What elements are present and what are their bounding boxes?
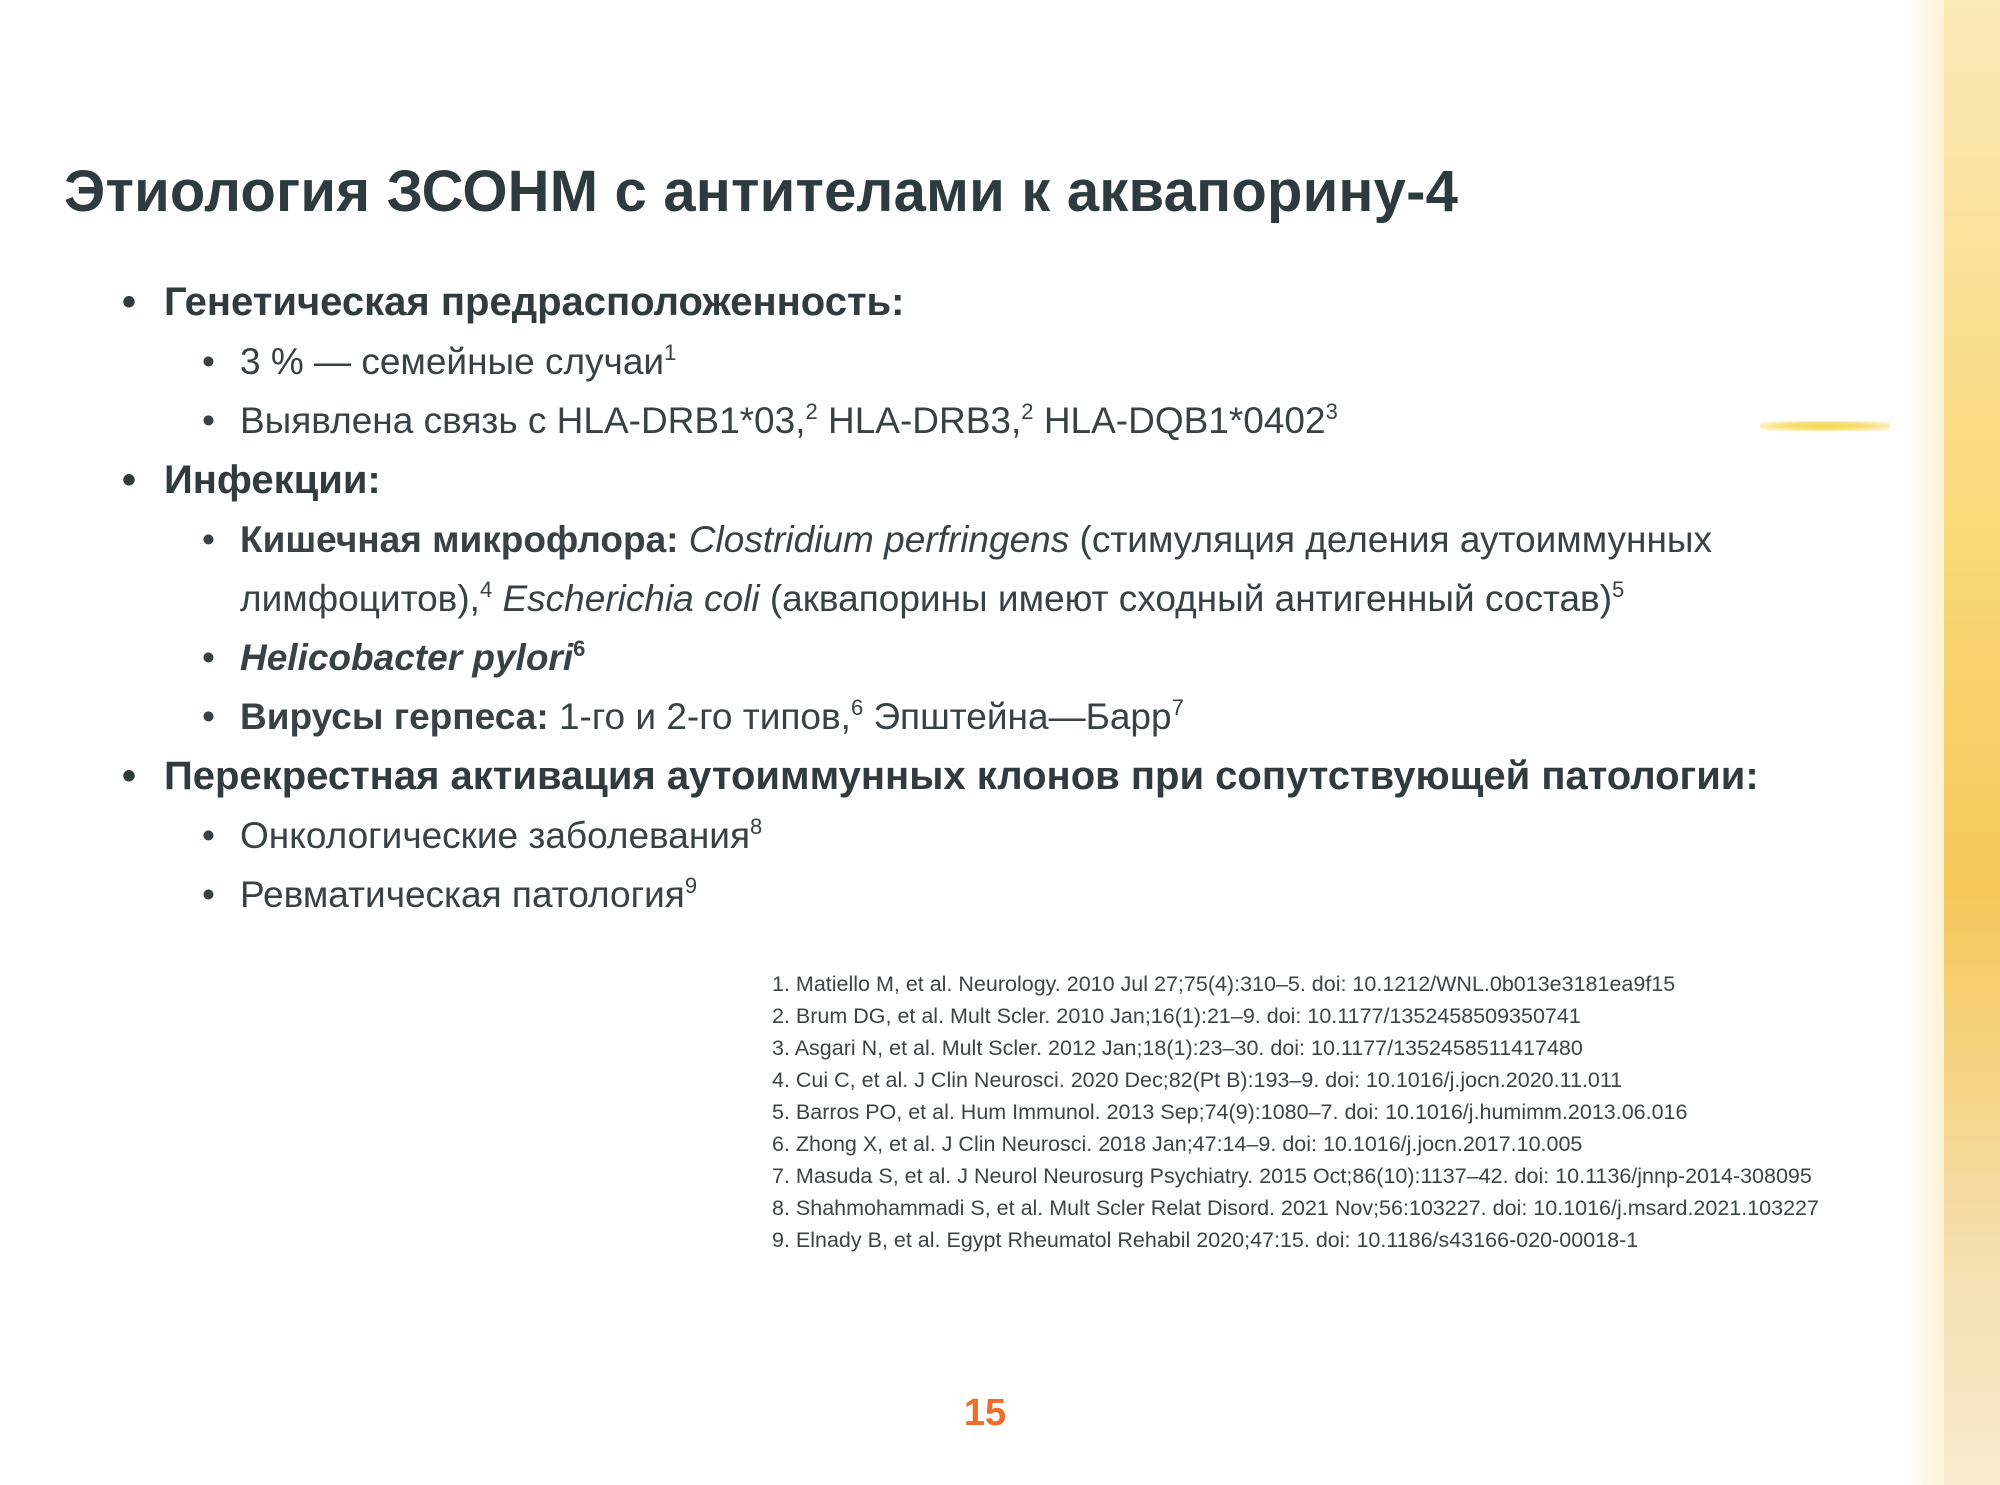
footnote-ref: 9 <box>684 873 698 898</box>
list-item <box>202 510 1862 628</box>
reference-item: 3. Asgari N, et al. Mult Scler. 2012 Jan;18(1):23–30. doi: 10.1177/1352458511417480 <box>772 1036 1583 1060</box>
reference-item: 6. Zhong X, et al. J Clin Neurosci. 2018 Jan;47:14–9. doi: 10.1016/j.jocn.2017.10.005 <box>772 1132 1583 1156</box>
footnote-ref: 8 <box>750 814 763 839</box>
bullet: • <box>122 458 137 502</box>
footnote-ref: 6 <box>573 636 586 661</box>
section-heading: Инфекции: <box>164 458 381 502</box>
list-item <box>202 865 1862 924</box>
footnote-ref: 6 <box>850 695 864 720</box>
reference-item: 9. Elnady B, et al. Egypt Rheumatol Rehabil 2020;47:15. doi: 10.1186/s43166-020-00018-1 <box>772 1228 1639 1252</box>
list-item <box>202 806 1862 865</box>
slide-title: Этиология ЗСОНМ с антителами к аквапорину-4 <box>64 159 1459 224</box>
footnote-ref: 5 <box>1612 577 1625 602</box>
list-item <box>202 628 1862 687</box>
item-text: Онкологические заболевания$^8$ <box>240 814 763 856</box>
bullet: • <box>202 400 215 441</box>
item-text-continued: лимфоцитов),$^4$ Escherichia coli (аквапорины имеют сходный антигенный состав)$^5$ <box>240 577 1625 619</box>
bullet: • <box>202 519 215 560</box>
bullet: • <box>202 696 215 737</box>
bullet: • <box>202 815 215 856</box>
page-number: 15 <box>963 1392 1007 1434</box>
list-item <box>202 687 1862 746</box>
item-text: Вирусы герпеса: 1-го и 2-го типов,$^6$ Эпштейна—Барр$^7$ <box>240 695 1184 737</box>
footnote-ref: 1 <box>664 340 677 365</box>
item-text: 3 % — семейные случаи$^1$ <box>240 340 677 382</box>
reference-item: 1. Matiello M, et al. Neurology. 2010 Jul 27;75(4):310–5. doi: 10.1212/WNL.0b013e3181ea9f15 <box>772 972 1676 996</box>
footnote-ref: 4 <box>479 577 493 602</box>
item-text: Выявлена связь с HLA-DRB1*03,$^2$ HLA-DRB3,$^2$ HLA-DQB1*0402$^3$ <box>240 399 1338 441</box>
right-edge-decoration <box>1944 0 2000 1485</box>
reference-item: 5. Barros PO, et al. Hum Immunol. 2013 Sep;74(9):1080–7. doi: 10.1016/j.humimm.2013.06.016 <box>772 1100 1688 1124</box>
edge-glow-soft <box>1904 0 1944 1485</box>
section-heading: Перекрестная активация аутоиммунных клонов при сопутствующей патологии: <box>164 754 1759 798</box>
footnote-ref: 2 <box>1021 399 1034 424</box>
item-text: Кишечная микрофлора: Clostridium perfringens (стимуляция деления аутоиммунных <box>240 519 1713 560</box>
bullet: • <box>202 637 215 678</box>
bullet: • <box>202 874 215 915</box>
section-infections <box>122 450 1862 510</box>
list-item <box>202 391 1862 450</box>
section-cross-activation <box>122 746 1862 806</box>
reference-item: 7. Masuda S, et al. J Neurol Neurosurg Psychiatry. 2015 Oct;86(10):1137–42. doi: 10.1136/jnnp-2014-308095 <box>772 1164 1812 1188</box>
footnote-ref: 3 <box>1325 399 1338 424</box>
section-heading: Генетическая предрасположенность: <box>164 280 905 324</box>
footnote-ref: 7 <box>1171 695 1184 720</box>
reference-item: 8. Shahmohammadi S, et al. Mult Scler Relat Disord. 2021 Nov;56:103227. doi: 10.1016/j.msard.2021.103227 <box>772 1196 1819 1220</box>
item-text: Helicobacter pylori$^6$ <box>240 636 586 678</box>
item-text: Ревматическая патология$^9$ <box>240 873 698 915</box>
reference-item: 2. Brum DG, et al. Mult Scler. 2010 Jan;16(1):21–9. doi: 10.1177/1352458509350741 <box>772 1004 1581 1028</box>
reference-item: 4. Cui C, et al. J Clin Neurosci. 2020 Dec;82(Pt B):193–9. doi: 10.1016/j.jocn.2020.11.011 <box>772 1068 1623 1092</box>
references-list <box>772 968 1932 1256</box>
section-genetics <box>122 272 1862 332</box>
bullet: • <box>122 280 137 324</box>
bullet: • <box>202 341 215 382</box>
bullet: • <box>122 754 137 798</box>
list-item <box>202 332 1862 391</box>
footnote-ref: 2 <box>805 399 818 424</box>
slide-content <box>122 272 1862 924</box>
